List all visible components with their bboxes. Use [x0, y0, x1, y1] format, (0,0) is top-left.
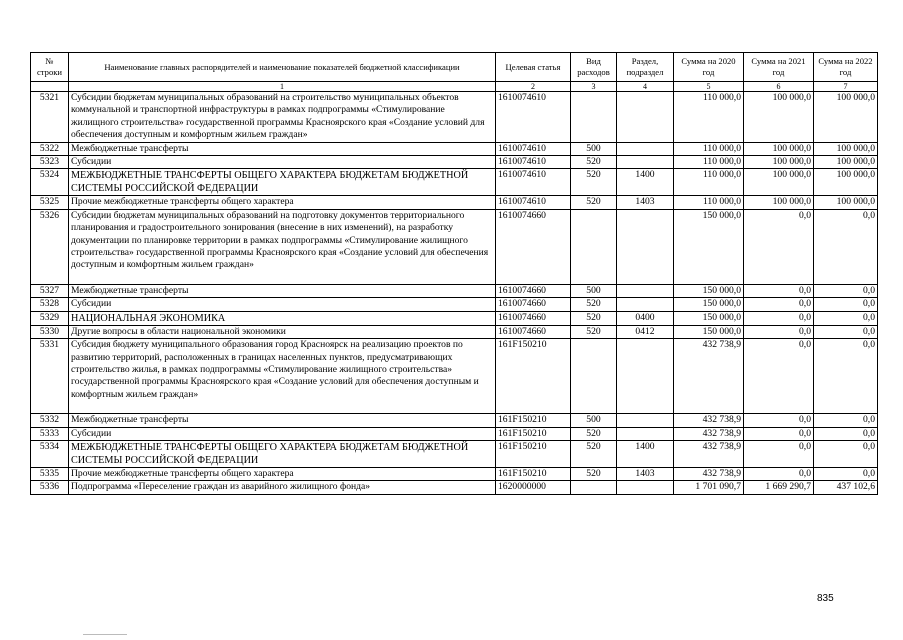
- cell-name: Межбюджетные трансферты: [69, 414, 496, 427]
- cell-name: Субсидия бюджету муниципального образования город Красноярск на реализацию проектов по развитию территорий, расположенных в границах населенных пунктов, предусматривающих строительство жилья, в рамках подпрограммы «Стимулирование жилищного строительства» государственной программы Красноярского края «Создание условий для обеспечения доступным и комфортным жильем граждан»: [69, 339, 496, 414]
- cell-section: [617, 92, 674, 143]
- cell-sum-2021: 0,0: [744, 339, 814, 414]
- header-sum-2020: Сумма на 2020 год: [674, 53, 744, 82]
- table-row: [31, 414, 878, 427]
- cell-row-number: 5326: [31, 209, 69, 284]
- cell-name: Межбюджетные трансферты: [69, 142, 496, 155]
- cell-target-code: 1610074610: [496, 169, 571, 196]
- table-row: [31, 298, 878, 311]
- cell-sum-2020: 432 738,9: [674, 414, 744, 427]
- table-row: [31, 311, 878, 325]
- cell-sum-2021: 100 000,0: [744, 196, 814, 209]
- cell-sum-2021: 0,0: [744, 325, 814, 338]
- cell-sum-2020: 110 000,0: [674, 156, 744, 169]
- cell-target-code: 1610074660: [496, 209, 571, 284]
- cell-sum-2020: 432 738,9: [674, 427, 744, 440]
- cell-sum-2020: 150 000,0: [674, 298, 744, 311]
- header-section: Раздел, подраздел: [617, 53, 674, 82]
- header-row-number: № строки: [31, 53, 69, 82]
- cell-expense-type: 520: [571, 440, 617, 467]
- cell-row-number: 5323: [31, 156, 69, 169]
- cell-section: 0412: [617, 325, 674, 338]
- cell-expense-type: 520: [571, 169, 617, 196]
- cell-row-number: 5325: [31, 196, 69, 209]
- cell-expense-type: [571, 339, 617, 414]
- cell-expense-type: 520: [571, 325, 617, 338]
- cell-name: Субсидии бюджетам муниципальных образований на строительство муниципальных объектов коммунальной и транспортной инфраструктуры в рамках подпрограммы «Стимулирование жилищного строительства» государственной программы Красноярского края «Создание условий для обеспечения доступным и комфортным жильем граждан»: [69, 92, 496, 143]
- cell-row-number: 5336: [31, 481, 69, 494]
- cell-expense-type: 520: [571, 467, 617, 480]
- cell-section: 1400: [617, 169, 674, 196]
- cell-row-number: 5329: [31, 311, 69, 325]
- cell-expense-type: [571, 209, 617, 284]
- table-row: [31, 467, 878, 480]
- column-index: 3: [571, 82, 617, 92]
- cell-sum-2020: 150 000,0: [674, 284, 744, 297]
- cell-sum-2021: 100 000,0: [744, 92, 814, 143]
- table-row: [31, 169, 878, 196]
- cell-section: 1403: [617, 467, 674, 480]
- cell-target-code: 161F150210: [496, 339, 571, 414]
- cell-name: Субсидии: [69, 427, 496, 440]
- cell-target-code: 1620000000: [496, 481, 571, 494]
- cell-sum-2021: 1 669 290,7: [744, 481, 814, 494]
- cell-sum-2022: 0,0: [814, 339, 878, 414]
- cell-sum-2020: 110 000,0: [674, 196, 744, 209]
- cell-sum-2021: 0,0: [744, 427, 814, 440]
- cell-target-code: 1610074660: [496, 284, 571, 297]
- table-row: [31, 440, 878, 467]
- cell-sum-2022: 100 000,0: [814, 142, 878, 155]
- cell-section: [617, 142, 674, 155]
- cell-sum-2021: 0,0: [744, 467, 814, 480]
- cell-name: МЕЖБЮДЖЕТНЫЕ ТРАНСФЕРТЫ ОБЩЕГО ХАРАКТЕРА БЮДЖЕТАМ БЮДЖЕТНОЙ СИСТЕМЫ РОССИЙСКОЙ ФЕДЕРАЦИИ: [69, 169, 496, 196]
- cell-target-code: 1610074660: [496, 298, 571, 311]
- cell-expense-type: 500: [571, 284, 617, 297]
- table-row: [31, 156, 878, 169]
- table-row: [31, 142, 878, 155]
- cell-sum-2020: 110 000,0: [674, 142, 744, 155]
- cell-target-code: 1610074660: [496, 325, 571, 338]
- cell-sum-2020: 150 000,0: [674, 325, 744, 338]
- header-name: Наименование главных распорядителей и наименование показателей бюджетной классификации: [69, 53, 496, 82]
- cell-row-number: 5322: [31, 142, 69, 155]
- cell-expense-type: 520: [571, 298, 617, 311]
- cell-row-number: 5324: [31, 169, 69, 196]
- header-expense-type: Вид расходов: [571, 53, 617, 82]
- cell-row-number: 5330: [31, 325, 69, 338]
- cell-row-number: 5331: [31, 339, 69, 414]
- cell-sum-2021: 100 000,0: [744, 156, 814, 169]
- cell-name: Другие вопросы в области национальной экономики: [69, 325, 496, 338]
- table-row: [31, 325, 878, 338]
- header-sum-2021: Сумма на 2021 год: [744, 53, 814, 82]
- cell-sum-2022: 0,0: [814, 414, 878, 427]
- cell-sum-2021: 0,0: [744, 440, 814, 467]
- cell-sum-2022: 0,0: [814, 467, 878, 480]
- cell-target-code: 161F150210: [496, 440, 571, 467]
- header-row: [31, 53, 878, 82]
- cell-sum-2020: 432 738,9: [674, 440, 744, 467]
- budget-table: [30, 52, 878, 495]
- header-target-code: Целевая статья: [496, 53, 571, 82]
- cell-row-number: 5335: [31, 467, 69, 480]
- page-number: 835: [817, 593, 834, 604]
- cell-name: МЕЖБЮДЖЕТНЫЕ ТРАНСФЕРТЫ ОБЩЕГО ХАРАКТЕРА БЮДЖЕТАМ БЮДЖЕТНОЙ СИСТЕМЫ РОССИЙСКОЙ ФЕДЕРАЦИИ: [69, 440, 496, 467]
- cell-sum-2022: 100 000,0: [814, 92, 878, 143]
- cell-section: [617, 209, 674, 284]
- cell-sum-2022: 0,0: [814, 325, 878, 338]
- cell-sum-2021: 0,0: [744, 311, 814, 325]
- cell-sum-2022: 437 102,6: [814, 481, 878, 494]
- header-sum-2022: Сумма на 2022 год: [814, 53, 878, 82]
- cell-section: [617, 414, 674, 427]
- cell-row-number: 5328: [31, 298, 69, 311]
- cell-section: [617, 339, 674, 414]
- cell-sum-2021: 0,0: [744, 209, 814, 284]
- cell-section: 0400: [617, 311, 674, 325]
- column-index: [31, 82, 69, 92]
- cell-sum-2021: 0,0: [744, 284, 814, 297]
- cell-name: Прочие межбюджетные трансферты общего характера: [69, 467, 496, 480]
- cell-expense-type: 520: [571, 196, 617, 209]
- cell-sum-2022: 100 000,0: [814, 156, 878, 169]
- cell-row-number: 5321: [31, 92, 69, 143]
- cell-row-number: 5334: [31, 440, 69, 467]
- cell-sum-2021: 0,0: [744, 414, 814, 427]
- cell-expense-type: 520: [571, 427, 617, 440]
- table-row: [31, 481, 878, 494]
- cell-section: [617, 156, 674, 169]
- cell-expense-type: [571, 481, 617, 494]
- cell-target-code: 1610074660: [496, 311, 571, 325]
- column-index: 6: [744, 82, 814, 92]
- table-row: [31, 92, 878, 143]
- cell-target-code: 1610074610: [496, 156, 571, 169]
- cell-target-code: 1610074610: [496, 196, 571, 209]
- cell-name: Субсидии: [69, 156, 496, 169]
- cell-section: 1403: [617, 196, 674, 209]
- column-index: 7: [814, 82, 878, 92]
- cell-sum-2021: 100 000,0: [744, 169, 814, 196]
- cell-sum-2021: 0,0: [744, 298, 814, 311]
- cell-target-code: 161F150210: [496, 427, 571, 440]
- cell-sum-2020: 432 738,9: [674, 467, 744, 480]
- cell-expense-type: 520: [571, 156, 617, 169]
- table-row: [31, 196, 878, 209]
- cell-name: Субсидии бюджетам муниципальных образований на подготовку документов территориального планирования и градостроительного зонирования (внесение в них изменений), на разработку документации по планировке территории в рамках подпрограммы «Стимулирование жилищного строительства» государственной программы Красноярского края «Создание условий для обеспечения доступным и комфортным жильем граждан»: [69, 209, 496, 284]
- cell-target-code: 161F150210: [496, 467, 571, 480]
- cell-name: НАЦИОНАЛЬНАЯ ЭКОНОМИКА: [69, 311, 496, 325]
- cell-row-number: 5327: [31, 284, 69, 297]
- cell-sum-2022: 0,0: [814, 284, 878, 297]
- cell-row-number: 5333: [31, 427, 69, 440]
- cell-sum-2020: 150 000,0: [674, 311, 744, 325]
- column-index: 2: [496, 82, 571, 92]
- table-body: [31, 92, 878, 495]
- cell-sum-2022: 0,0: [814, 298, 878, 311]
- cell-name: Субсидии: [69, 298, 496, 311]
- cell-section: 1400: [617, 440, 674, 467]
- cell-sum-2020: 432 738,9: [674, 339, 744, 414]
- cell-sum-2020: 150 000,0: [674, 209, 744, 284]
- cell-sum-2022: 0,0: [814, 440, 878, 467]
- cell-section: [617, 481, 674, 494]
- cell-target-code: 1610074610: [496, 92, 571, 143]
- cell-target-code: 161F150210: [496, 414, 571, 427]
- column-index: 5: [674, 82, 744, 92]
- table-row: [31, 209, 878, 284]
- cell-sum-2022: 0,0: [814, 209, 878, 284]
- table-row: [31, 339, 878, 414]
- cell-sum-2022: 0,0: [814, 427, 878, 440]
- cell-sum-2020: 110 000,0: [674, 92, 744, 143]
- cell-section: [617, 284, 674, 297]
- cell-expense-type: 500: [571, 414, 617, 427]
- cell-section: [617, 298, 674, 311]
- cell-target-code: 1610074610: [496, 142, 571, 155]
- column-index: 1: [69, 82, 496, 92]
- cell-sum-2020: 1 701 090,7: [674, 481, 744, 494]
- cell-name: Межбюджетные трансферты: [69, 284, 496, 297]
- cell-sum-2021: 100 000,0: [744, 142, 814, 155]
- table-row: [31, 427, 878, 440]
- column-index-row: [31, 82, 878, 92]
- column-index: 4: [617, 82, 674, 92]
- cell-name: Подпрограмма «Переселение граждан из аварийного жилищного фонда»: [69, 481, 496, 494]
- cell-sum-2020: 110 000,0: [674, 169, 744, 196]
- table-row: [31, 284, 878, 297]
- cell-sum-2022: 100 000,0: [814, 196, 878, 209]
- cell-row-number: 5332: [31, 414, 69, 427]
- cell-sum-2022: 0,0: [814, 311, 878, 325]
- cell-sum-2022: 100 000,0: [814, 169, 878, 196]
- cell-expense-type: 500: [571, 142, 617, 155]
- cell-section: [617, 427, 674, 440]
- cell-name: Прочие межбюджетные трансферты общего характера: [69, 196, 496, 209]
- scan-edge-mark: [83, 634, 127, 635]
- cell-expense-type: 520: [571, 311, 617, 325]
- cell-expense-type: [571, 92, 617, 143]
